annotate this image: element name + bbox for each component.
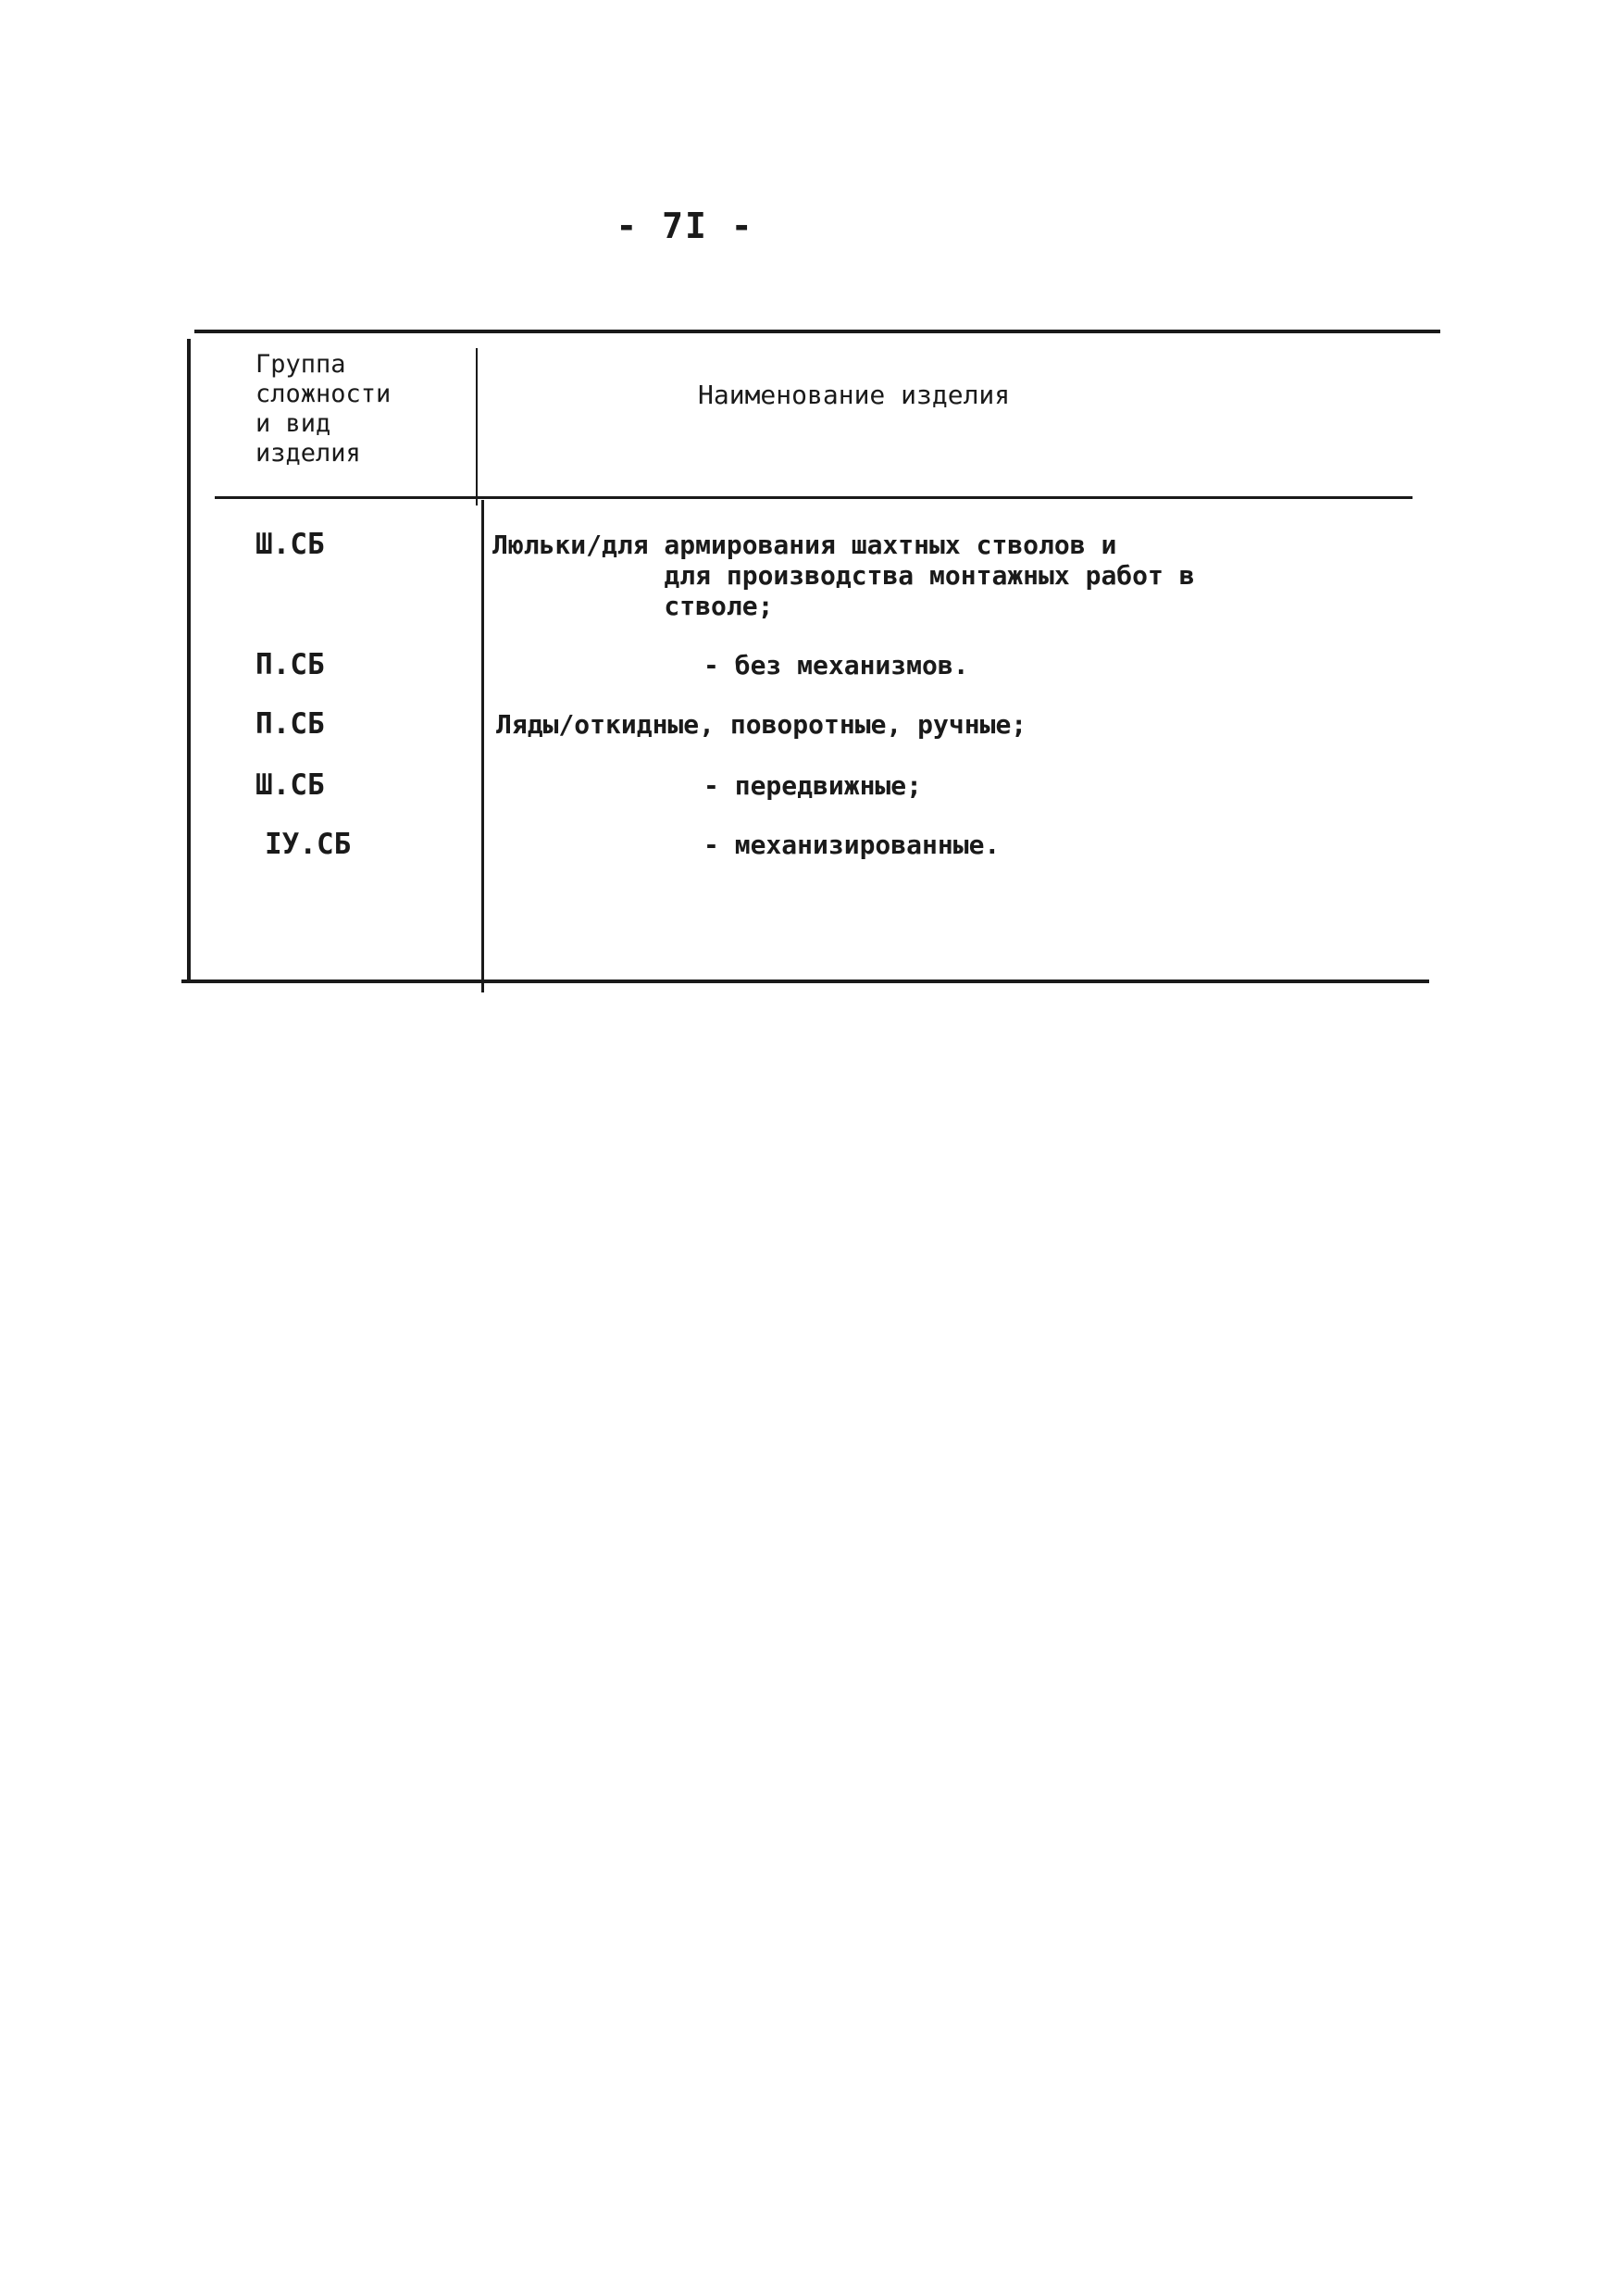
row-code: Ш.СБ — [255, 528, 325, 561]
row-description: - передвижные; — [703, 770, 923, 801]
table-header-rule — [215, 496, 1413, 499]
row-description: Люльки/для армирования шахтных стволов и для производства монтажных работ в стволе; — [492, 530, 1195, 621]
row-code: П.СБ — [255, 707, 325, 741]
row-code: IУ.СБ — [265, 828, 352, 861]
row-code: Ш.СБ — [255, 768, 325, 802]
row-code: П.СБ — [255, 648, 325, 681]
column-divider-body — [481, 500, 484, 992]
header-product-name: Наименование изделия — [698, 380, 1011, 410]
table-bottom-rule — [181, 980, 1429, 983]
column-divider-header — [476, 348, 478, 505]
table-top-rule — [194, 330, 1440, 333]
page-number: - 7I - — [616, 206, 754, 246]
row-description: Ляды/откидные, поворотные, ручные; — [496, 709, 1027, 740]
row-description: - механизированные. — [703, 830, 1001, 860]
row-description: - без механизмов. — [703, 650, 969, 680]
header-group-complexity: Группа сложности и вид изделия — [255, 350, 392, 468]
table-left-border — [187, 339, 191, 981]
